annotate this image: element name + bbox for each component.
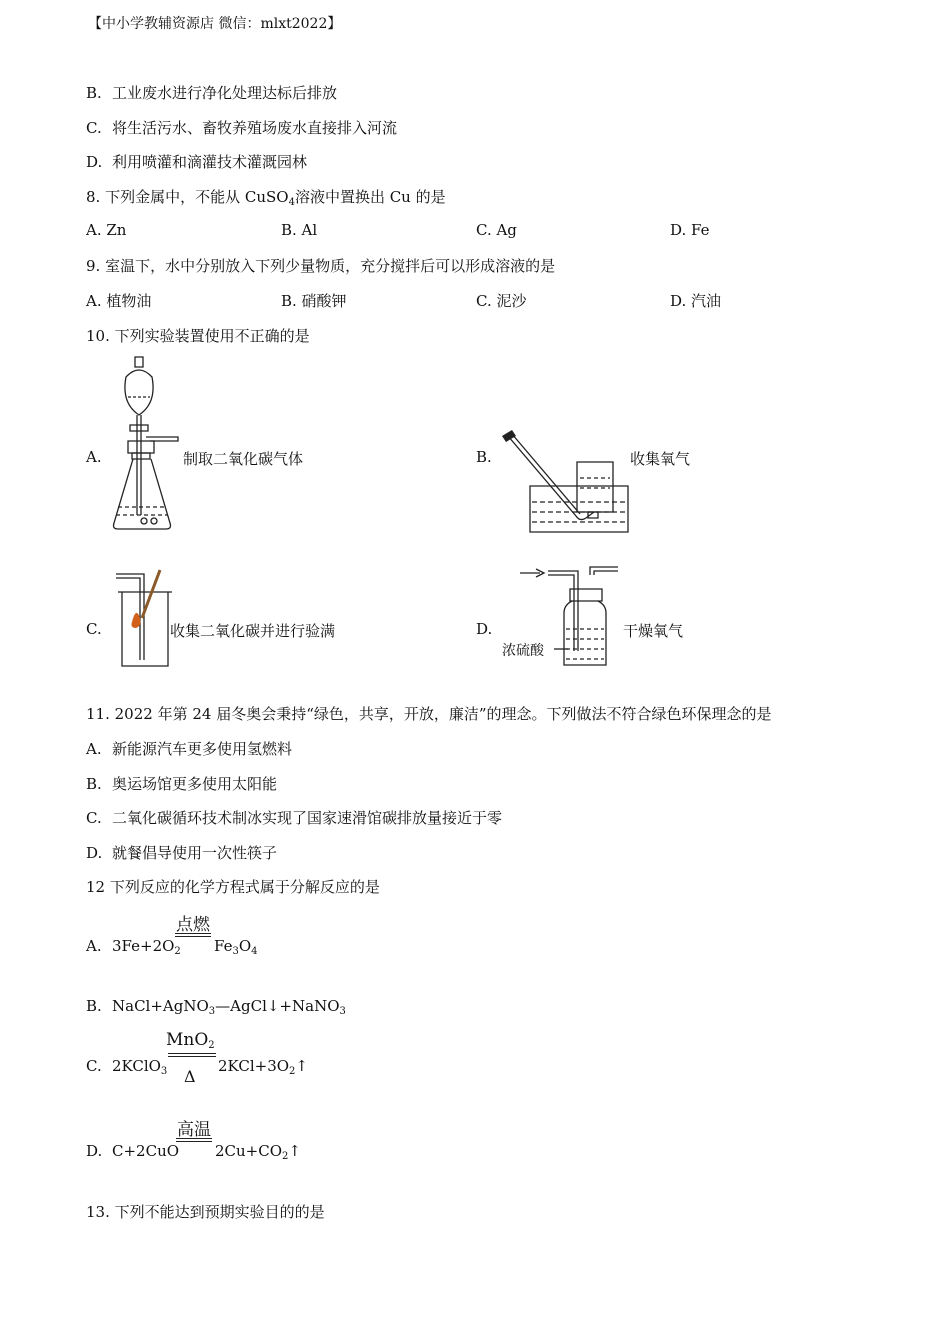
option-text: 利用喷灌和滴灌技术灌溉园林 bbox=[112, 153, 308, 171]
eq-right-mid: O bbox=[238, 937, 252, 955]
eq-left: 2KClO bbox=[112, 1057, 161, 1075]
sub: 4 bbox=[251, 946, 258, 957]
q10-b-text: 收集氧气 bbox=[630, 450, 691, 468]
q11-option-a[interactable] bbox=[86, 738, 292, 759]
sub: 3 bbox=[339, 1006, 346, 1017]
option-label: A. bbox=[86, 740, 102, 758]
option-label: D. bbox=[86, 153, 103, 171]
q10-d-reagent: 浓硫酸 bbox=[502, 643, 544, 659]
option-text: 新能源汽车更多使用氢燃料 bbox=[112, 740, 293, 758]
sub: 2 bbox=[174, 946, 181, 957]
sub: 3 bbox=[160, 1066, 168, 1077]
q12-option-d[interactable] bbox=[86, 1142, 179, 1160]
sub: 2 bbox=[208, 1040, 215, 1051]
q9-option-c[interactable]: C. 泥沙 bbox=[476, 292, 527, 310]
q8-stem bbox=[86, 186, 446, 208]
q11-option-d[interactable] bbox=[86, 842, 277, 863]
q11-stem: 11. 2022 年第 24 届冬奥会秉持“绿色，共享，开放，廉洁”的理念。下列做法不符合绿色环保理念的是 bbox=[86, 705, 772, 723]
catalyst-text: MnO bbox=[166, 1030, 209, 1050]
q7-option-d[interactable] bbox=[86, 151, 307, 172]
q8-stem-b: 溶液中置换出 Cu 的是 bbox=[294, 188, 446, 206]
equals-sign bbox=[175, 933, 211, 937]
q10-a-label[interactable]: A. bbox=[86, 448, 102, 466]
eq-left: 3Fe+2O bbox=[112, 937, 175, 955]
option-text: 将生活污水、畜牧养殖场废水直接排入河流 bbox=[112, 119, 398, 137]
option-text: 二氧化碳循环技术制冰实现了国家速滑馆碳排放量接近于零 bbox=[112, 809, 503, 827]
q10-c-label[interactable]: C. bbox=[86, 620, 102, 638]
q13-stem: 13. 下列不能达到预期实验目的的是 bbox=[86, 1203, 325, 1221]
q9-option-b[interactable]: B. 硝酸钾 bbox=[281, 292, 347, 310]
co2-generator-apparatus bbox=[108, 355, 188, 535]
q12-c-right bbox=[218, 1057, 308, 1077]
co2-collection-bottle bbox=[114, 568, 174, 672]
q11-option-c[interactable] bbox=[86, 807, 502, 828]
q12-option-c[interactable] bbox=[86, 1057, 167, 1077]
q12-stem: 12 下列反应的化学方程式属于分解反应的是 bbox=[86, 878, 380, 896]
q12-option-a[interactable] bbox=[86, 937, 181, 957]
q8-option-b[interactable]: B. Al bbox=[281, 221, 318, 239]
option-label: D. bbox=[86, 1142, 103, 1160]
q9-option-d[interactable]: D. 汽油 bbox=[670, 292, 722, 310]
option-label: C. bbox=[86, 809, 102, 827]
q12-a-right bbox=[214, 937, 258, 957]
sub: 2 bbox=[282, 1151, 289, 1162]
q12-d-condition: 高温 bbox=[177, 1120, 211, 1140]
q10-a-text: 制取二氧化碳气体 bbox=[183, 450, 304, 468]
q9-stem: 9. 室温下，水中分别放入下列少量物质，充分搅拌后可以形成溶液的是 bbox=[86, 257, 556, 275]
q12-a-condition: 点燃 bbox=[176, 915, 210, 935]
eq-left: NaCl+AgNO bbox=[112, 997, 209, 1015]
q12-d-right bbox=[215, 1142, 301, 1162]
option-text: 工业废水进行净化处理达标后排放 bbox=[112, 84, 338, 102]
q9-option-a[interactable]: A. 植物油 bbox=[86, 292, 152, 310]
eq-right: —AgCl↓+NaNO bbox=[215, 997, 340, 1015]
q8-stem-sub: 4 bbox=[288, 197, 295, 208]
q8-option-a[interactable]: A. Zn bbox=[86, 221, 127, 239]
q12-c-catalyst bbox=[166, 1030, 215, 1051]
sub: 3 bbox=[208, 1006, 216, 1017]
q8-option-c[interactable]: C. Ag bbox=[476, 221, 517, 239]
option-label: B. bbox=[86, 997, 102, 1015]
eq-right: 2KCl+3O bbox=[218, 1057, 290, 1075]
option-label: C. bbox=[86, 119, 102, 137]
option-label: A. bbox=[86, 937, 102, 955]
q10-c-text: 收集二氧化碳并进行验满 bbox=[170, 622, 336, 640]
equals-sign bbox=[176, 1138, 212, 1142]
eq-right: Fe bbox=[214, 937, 233, 955]
q10-stem: 10. 下列实验装置使用不正确的是 bbox=[86, 327, 310, 345]
q10-b-label[interactable]: B. bbox=[476, 448, 492, 466]
q8-option-d[interactable]: D. Fe bbox=[670, 221, 710, 239]
gas-arrow: ↑ bbox=[288, 1142, 301, 1160]
equals-sign bbox=[168, 1053, 216, 1057]
sub: 2 bbox=[289, 1066, 296, 1077]
q11-option-b[interactable] bbox=[86, 773, 277, 794]
q8-stem-a: 8. 下列金属中，不能从 CuSO bbox=[86, 188, 289, 206]
eq-right: 2Cu+CO bbox=[215, 1142, 283, 1160]
option-text: 奥运场馆更多使用太阳能 bbox=[112, 775, 278, 793]
option-label: B. bbox=[86, 84, 102, 102]
q7-option-b[interactable] bbox=[86, 82, 337, 103]
option-label: B. bbox=[86, 775, 102, 793]
option-label: D. bbox=[86, 844, 103, 862]
page-header: 【中小学教辅资源店 微信：mlxt2022】 bbox=[88, 16, 342, 32]
q12-option-b[interactable] bbox=[86, 997, 346, 1017]
option-text: 就餐倡导使用一次性筷子 bbox=[112, 844, 278, 862]
q10-d-label[interactable]: D. bbox=[476, 620, 493, 638]
gas-arrow: ↑ bbox=[295, 1057, 308, 1075]
q10-d-text: 干燥氧气 bbox=[623, 622, 684, 640]
option-label: C. bbox=[86, 1057, 102, 1075]
sub: 3 bbox=[232, 946, 239, 957]
q7-option-c[interactable] bbox=[86, 117, 397, 138]
water-collection-apparatus bbox=[500, 428, 635, 536]
eq-left: C+2CuO bbox=[112, 1142, 180, 1160]
q12-c-heat: Δ bbox=[184, 1067, 196, 1086]
